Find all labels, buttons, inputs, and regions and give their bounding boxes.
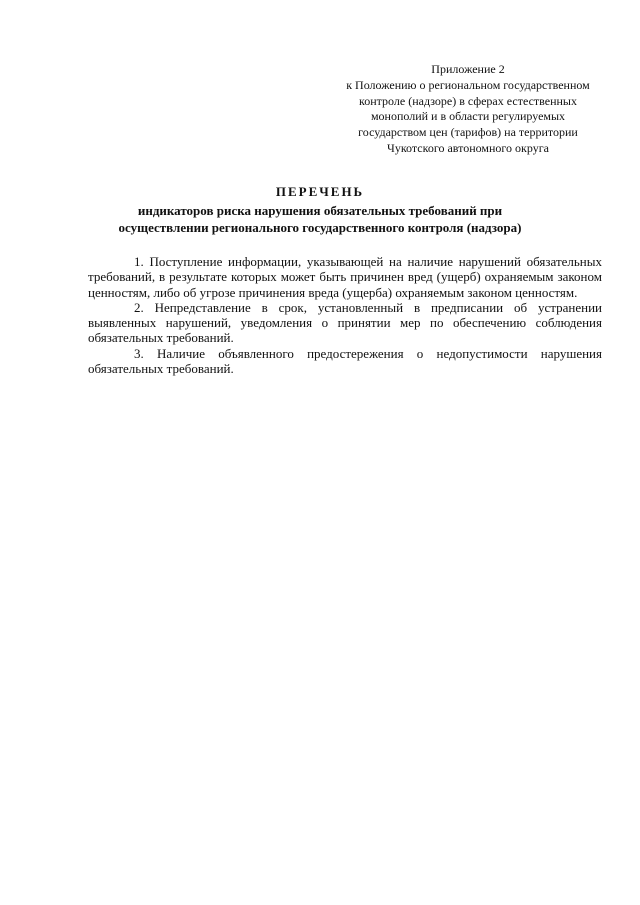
- appendix-line: Приложение 2: [431, 62, 505, 76]
- subtitle-line: индикаторов риска нарушения обязательных требований при: [137, 203, 503, 218]
- appendix-line: к Положению о региональном государственном: [346, 77, 590, 92]
- indicator-list: [88, 254, 602, 376]
- document-title: ПЕРЕЧЕНЬ: [275, 184, 365, 199]
- document-subtitle: [60, 202, 580, 236]
- indicator-item-3: 3. Наличие объявленного предостережения о недопустимости нарушения обязательных требований.: [88, 345, 602, 377]
- appendix-line: Чукотского автономного округа: [387, 140, 549, 155]
- appendix-line: монополий и в области регулируемых: [370, 109, 566, 124]
- appendix-header: [318, 62, 618, 157]
- indicator-item-2: 2. Непредставление в срок, установленный в предписании об устранении выявленных нарушений, уведомления о принятии мер по обеспечению соблюдения обязательных требований.: [88, 299, 602, 346]
- indicator-item-1: 1. Поступление информации, указывающей на наличие нарушений обязательных требований, в результате которых может быть причинен вред (ущерб) охраняемым законом ценностям, либо об угрозе причинения вреда (ущерба) охраняемым законом ценностям.: [88, 254, 602, 300]
- appendix-line: контроле (надзоре) в сферах естественных: [359, 93, 577, 108]
- subtitle-line: осуществлении регионального государственного контроля (надзора): [118, 220, 522, 235]
- appendix-line: государством цен (тарифов) на территории: [358, 125, 578, 140]
